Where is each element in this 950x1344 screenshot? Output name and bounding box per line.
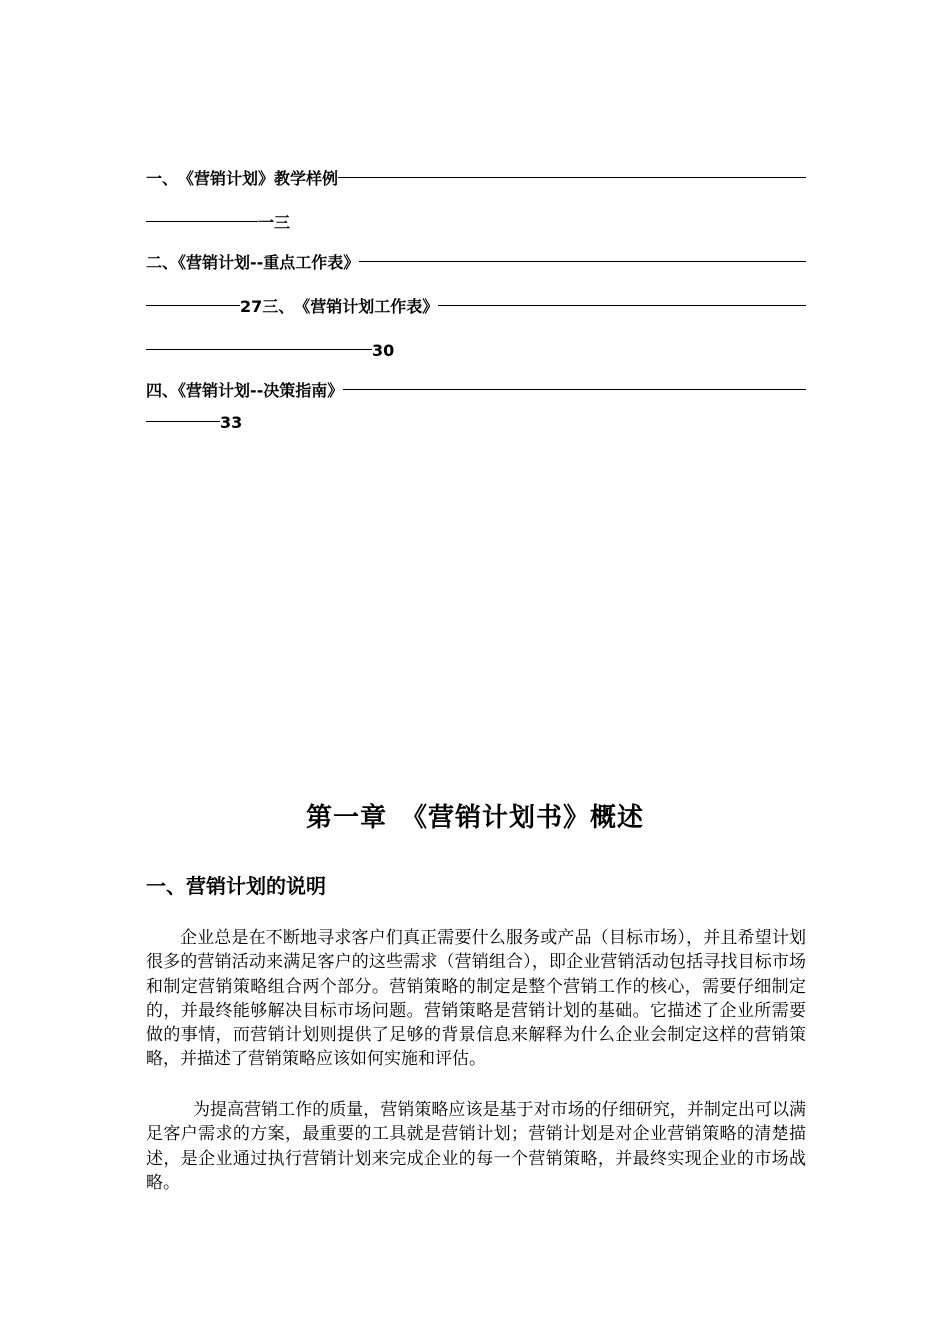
toc-entry-1-continued: [146, 211, 806, 235]
toc-entry-2[interactable]: [146, 251, 806, 275]
body-paragraph-2: 为提高营销工作的质量，营销策略应该是基于对市场的仔细研究，并制定出可以满足客户需求的方案，最重要的工具就是营销计划；营销计划是对企业营销策略的清楚描述，是企业通过执行营销计划来完成企业的每一个营销策略，并最终实现企业的市场战略。: [146, 1100, 806, 1193]
toc-entry-1-page: 一三: [258, 213, 291, 232]
toc-entry-2-page: 27: [240, 297, 263, 316]
toc-leader-line: [146, 421, 220, 422]
toc-leader-line: [359, 261, 806, 262]
toc-entry-3-label: 三、 《营销计划工作表》: [262, 297, 439, 316]
toc-entry-1-label: 一、 《营销计划》教学样例: [146, 169, 339, 188]
toc-entry-4-label: 四、《营销计划--决策指南》: [146, 381, 344, 400]
toc-leader-line: [438, 305, 806, 306]
toc-entry-4[interactable]: [146, 379, 806, 403]
toc-entry-4-continued: [146, 411, 806, 435]
toc-leader-line: [146, 305, 240, 306]
section-heading: 一、营销计划的说明: [146, 874, 326, 898]
toc-entry-3-continued: [146, 339, 806, 363]
toc-leader-line: [146, 221, 258, 222]
chapter-title: 第一章 《营销计划书》概述: [305, 803, 644, 833]
toc-entry-2-continued: [146, 295, 806, 319]
toc-entry-2-label: 二、《营销计划--重点工作表》: [146, 253, 360, 272]
toc-leader-line: [338, 177, 806, 178]
toc-entry-4-page: 33: [220, 413, 243, 432]
toc-leader-line: [343, 389, 806, 390]
toc-entry-3-page: 30: [372, 341, 395, 360]
toc-leader-line: [146, 349, 372, 350]
body-paragraph-1: 企业总是在不断地寻求客户们真正需要什么服务或产品（目标市场），并且希望计划很多的营销活动来满足客户的这些需求（营销组合），即企业营销活动包括寻找目标市场和制定营销策略组合两个部分。营销策略的制定是整个营销工作的核心，需要仔细制定的，并最终能够解决目标市场问题。营销策略是营销计划的基础。它描述了企业所需要做的事情，而营销计划则提供了足够的背景信息来解释为什么企业会制定这样的营销策略，并描述了营销策略应该如何实施和评估。: [146, 928, 806, 1070]
toc-entry-1[interactable]: [146, 167, 806, 191]
